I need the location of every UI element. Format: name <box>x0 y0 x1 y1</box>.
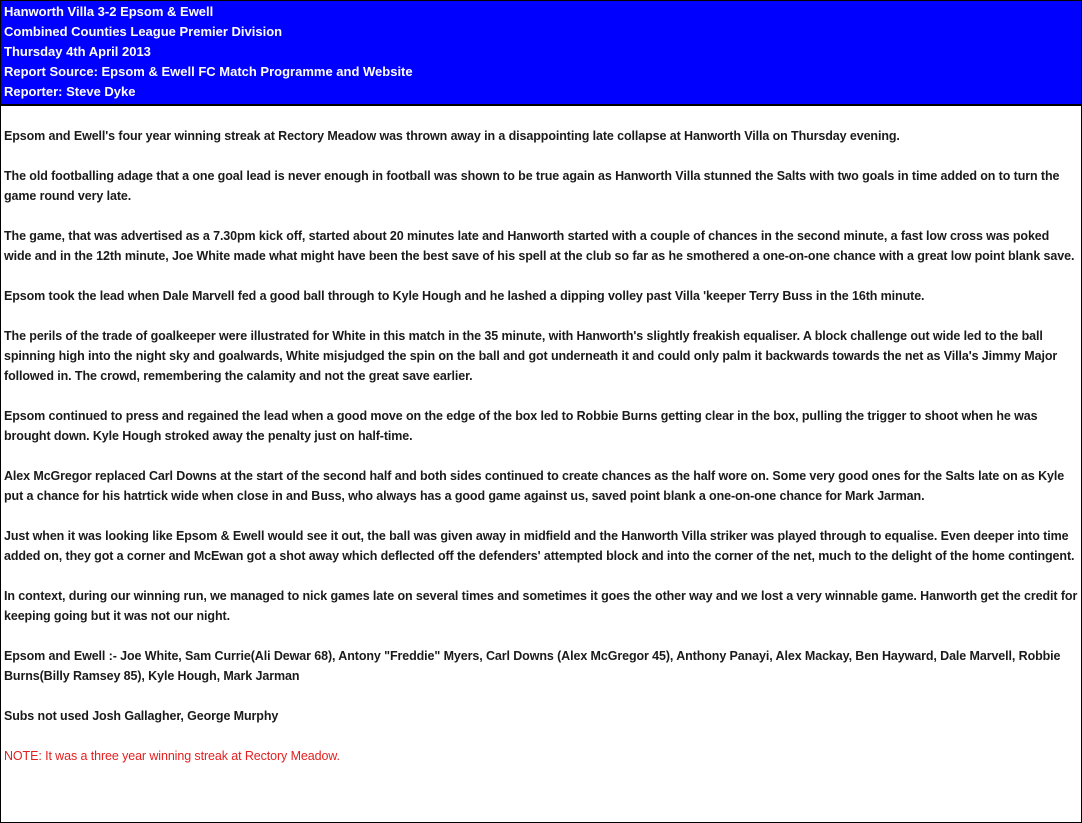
report-paragraph: The old footballing adage that a one goal lead is never enough in football was shown to be true again as Hanworth Villa stunned the Salts with two goals in time added on to turn the game round very late. <box>4 169 1060 203</box>
report-paragraph: Alex McGregor replaced Carl Downs at the start of the second half and both sides continued to create chances as the half wore on. Some very good ones for the Salts late on as Kyle put a chance for his hatrtick wide when close in and Buss, who always has a good game against us, saved point blank a one-on-one chance for Mark Jarman. <box>4 469 1065 503</box>
report-paragraph: In context, during our winning run, we managed to nick games late on several times and sometimes it goes the other way and we lost a very winnable game. Hanworth get the credit for keeping going but it was not our night. <box>4 589 1078 623</box>
reporter-name: Reporter: Steve Dyke <box>4 84 136 99</box>
match-date: Thursday 4th April 2013 <box>4 44 151 59</box>
team-lineup: Epsom and Ewell :- Joe White, Sam Currie(Ali Dewar 68), Antony "Freddie" Myers, Carl Downs (Alex McGregor 45), Anthony Panayi, Alex Mackay, Ben Hayward, Dale Marvell, Robbie Burns(Billy Ramsey 85), Kyle Hough, Mark Jarman <box>4 649 1061 683</box>
report-source: Report Source: Epsom & Ewell FC Match Programme and Website <box>4 64 413 79</box>
report-body <box>1 106 1081 766</box>
correction-note: NOTE: It was a three year winning streak at Rectory Meadow. <box>4 749 340 763</box>
competition-name: Combined Counties League Premier Division <box>4 24 283 39</box>
report-header <box>1 1 1081 106</box>
match-result-title: Hanworth Villa 3-2 Epsom & Ewell <box>4 4 214 19</box>
report-paragraph: The game, that was advertised as a 7.30pm kick off, started about 20 minutes late and Hanworth started with a couple of chances in the second minute, a fast low cross was poked wide and in the 12th minute, Joe White made what might have been the best save of his spell at the club so far as he smothered a one-on-one chance with a great low point blank save. <box>4 229 1075 263</box>
report-paragraph: Epsom and Ewell's four year winning streak at Rectory Meadow was thrown away in a disappointing late collapse at Hanworth Villa on Thursday evening. <box>4 129 900 143</box>
unused-substitutes: Subs not used Josh Gallagher, George Murphy <box>4 709 279 723</box>
report-paragraph: The perils of the trade of goalkeeper were illustrated for White in this match in the 35 minute, with Hanworth's slightly freakish equaliser. A block challenge out wide led to the ball spinning high into the night sky and goalwards, White misjudged the spin on the ball and got underneath it and could only palm it backwards towards the net as Villa's Jimmy Major followed in. The crowd, remembering the calamity and not the great save earlier. <box>4 329 1058 383</box>
report-paragraph: Just when it was looking like Epsom & Ewell would see it out, the ball was given away in midfield and the Hanworth Villa striker was played through to equalise. Even deeper into time added on, they got a corner and McEwan got a shot away which deflected off the defenders' attempted block and into the corner of the net, much to the delight of the home contingent. <box>4 529 1075 563</box>
report-paragraph: Epsom took the lead when Dale Marvell fed a good ball through to Kyle Hough and he lashed a dipping volley past Villa 'keeper Terry Buss in the 16th minute. <box>4 289 925 303</box>
report-paragraph: Epsom continued to press and regained the lead when a good move on the edge of the box led to Robbie Burns getting clear in the box, pulling the trigger to shoot when he was brought down. Kyle Hough stroked away the penalty just on half-time. <box>4 409 1038 443</box>
